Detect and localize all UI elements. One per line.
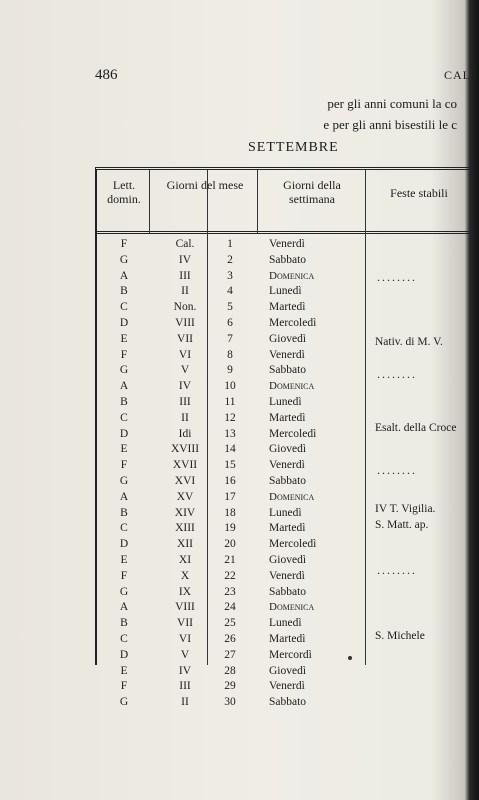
- day-number: 27: [224, 648, 236, 661]
- day-number: 8: [227, 348, 233, 361]
- roman-date: XIV: [174, 506, 196, 519]
- day-number: 23: [224, 585, 236, 598]
- calendar-table: [95, 167, 471, 709]
- roman-date: Idi: [178, 427, 192, 440]
- column-divider: [149, 170, 150, 233]
- feast-nativity: Nativ. di M. V.: [375, 336, 443, 348]
- table-row: [97, 679, 473, 695]
- roman-date: II: [181, 285, 189, 298]
- dominical-letter: G: [119, 474, 129, 487]
- dominical-letter: E: [120, 664, 128, 677]
- weekday: Mercoledì: [269, 538, 317, 551]
- dominical-letter: C: [120, 522, 128, 535]
- table-row: [97, 395, 473, 411]
- table-row: [97, 237, 473, 253]
- header-giorni-settimana: Giorni della settimana: [283, 178, 341, 206]
- roman-date: VIII: [175, 316, 195, 329]
- table-row: [97, 695, 473, 711]
- day-number: 24: [224, 601, 236, 614]
- weekday: Martedì: [269, 632, 306, 645]
- table-row: [97, 316, 473, 332]
- running-head: CALE: [444, 68, 479, 82]
- weekday: Venerdì: [269, 680, 305, 693]
- day-number: 11: [224, 395, 236, 408]
- roman-date: XVI: [174, 474, 196, 487]
- day-number: 17: [224, 490, 236, 503]
- dominical-letter: A: [119, 380, 129, 393]
- day-number: 14: [224, 443, 236, 456]
- feast-exaltation: Esalt. della Croce: [375, 422, 457, 434]
- roman-date: III: [179, 269, 191, 282]
- weekday: Venerdì: [269, 238, 305, 250]
- dots-leader: ........: [377, 270, 417, 284]
- header-letter: Lett. domin.: [107, 178, 141, 206]
- dominical-letter: B: [120, 506, 128, 519]
- day-number: 10: [224, 380, 236, 393]
- table-row: [97, 348, 473, 364]
- dominical-letter: F: [120, 680, 128, 693]
- roman-date: VII: [177, 332, 193, 345]
- table-row: [97, 442, 473, 458]
- weekday: Martedì: [269, 411, 306, 424]
- dominical-letter: G: [119, 696, 129, 709]
- day-number: 19: [224, 522, 236, 535]
- dots-leader: ........: [377, 563, 417, 577]
- weekday: Mercoledì: [269, 316, 317, 329]
- dots-leader: ........: [377, 367, 417, 381]
- roman-date: VII: [177, 617, 193, 630]
- weekday: Domenica: [269, 601, 315, 614]
- feast-vigilia: IV T. Vigilia.: [375, 503, 436, 515]
- feast-michele: S. Michele: [375, 630, 425, 642]
- day-number: 2: [227, 253, 233, 266]
- day-number: 9: [227, 364, 233, 377]
- weekday: Lunedì: [269, 395, 302, 408]
- weekday: Sabbato: [269, 474, 307, 487]
- roman-date: X: [180, 569, 190, 582]
- dominical-letter: A: [119, 490, 129, 503]
- day-number: 25: [224, 617, 236, 630]
- day-number: 4: [227, 285, 233, 298]
- dominical-letter: F: [120, 238, 128, 250]
- dominical-letter: C: [120, 301, 128, 314]
- day-number: 22: [224, 569, 236, 582]
- column-divider: [257, 170, 258, 233]
- day-number: 30: [224, 696, 236, 709]
- dominical-letter: F: [120, 569, 128, 582]
- roman-date: XI: [178, 553, 192, 566]
- dominical-letter: D: [119, 538, 129, 551]
- weekday: Sabbato: [269, 253, 307, 266]
- weekday: Giovedì: [269, 553, 307, 566]
- day-number: 6: [227, 316, 233, 329]
- header-feste: Feste stabili: [390, 186, 448, 200]
- dominical-letter: C: [120, 632, 128, 645]
- ink-blot: [348, 656, 352, 660]
- table-row: [97, 300, 473, 316]
- day-number: 12: [224, 411, 236, 424]
- dominical-letter: D: [119, 316, 129, 329]
- roman-date: III: [179, 680, 191, 693]
- subheading-line-1: per gli anni comuni la co: [327, 96, 457, 111]
- weekday: Venerdì: [269, 459, 305, 472]
- header-giorni-mese: Giorni del mese: [166, 178, 244, 192]
- roman-date: VIII: [175, 601, 195, 614]
- roman-date: IV: [178, 253, 192, 266]
- weekday: Sabbato: [269, 585, 307, 598]
- feast-matteo: S. Matt. ap.: [375, 519, 429, 531]
- roman-date: XVII: [172, 459, 198, 472]
- roman-date: XIII: [175, 522, 195, 535]
- dominical-letter: G: [119, 585, 129, 598]
- table-row: [97, 664, 473, 680]
- page-number: 486: [95, 67, 118, 83]
- subheading-line-2: e per gli anni bisestili le c: [323, 117, 457, 132]
- weekday: Martedì: [269, 522, 306, 535]
- day-number: 13: [224, 427, 236, 440]
- dominical-letter: A: [119, 269, 129, 282]
- table-row: [97, 253, 473, 269]
- day-number: 28: [224, 664, 236, 677]
- roman-date: VI: [178, 348, 192, 361]
- roman-date: II: [181, 411, 189, 424]
- dominical-letter: F: [120, 459, 128, 472]
- dominical-letter: G: [119, 364, 129, 377]
- weekday: Domenica: [269, 490, 315, 503]
- roman-date: III: [179, 395, 191, 408]
- weekday: Lunedì: [269, 285, 302, 298]
- dominical-letter: E: [120, 332, 128, 345]
- table-row: [97, 600, 473, 616]
- roman-date: XV: [176, 490, 194, 503]
- roman-date: II: [181, 696, 189, 709]
- dominical-letter: B: [120, 617, 128, 630]
- weekday: Sabbato: [269, 364, 307, 377]
- weekday: Mercoledì: [269, 427, 317, 440]
- dominical-letter: A: [119, 601, 129, 614]
- weekday: Venerdì: [269, 569, 305, 582]
- day-number: 16: [224, 474, 236, 487]
- day-number: 1: [227, 238, 233, 250]
- day-number: 20: [224, 538, 236, 551]
- weekday: Lunedì: [269, 617, 302, 630]
- roman-date: V: [180, 364, 190, 377]
- dominical-letter: B: [120, 285, 128, 298]
- dominical-letter: G: [119, 253, 129, 266]
- month-title: SETTEMBRE: [248, 140, 339, 155]
- dominical-letter: C: [120, 411, 128, 424]
- day-number: 3: [227, 269, 233, 282]
- table-row: [97, 537, 473, 553]
- weekday: Venerdì: [269, 348, 305, 361]
- weekday: Lunedì: [269, 506, 302, 519]
- weekday: Giovedì: [269, 664, 307, 677]
- roman-date: Non.: [173, 301, 197, 314]
- weekday: Martedì: [269, 301, 306, 314]
- day-number: 15: [224, 459, 236, 472]
- dominical-letter: B: [120, 395, 128, 408]
- table-row: [97, 284, 473, 300]
- weekday: Mercordì: [269, 648, 312, 661]
- roman-date: IX: [178, 585, 192, 598]
- table-row: [97, 648, 473, 664]
- day-number: 18: [224, 506, 236, 519]
- weekday: Giovedì: [269, 443, 307, 456]
- day-number: 5: [227, 301, 233, 314]
- weekday: Domenica: [269, 380, 315, 393]
- roman-date: IV: [178, 664, 192, 677]
- dominical-letter: D: [119, 648, 129, 661]
- roman-date: Cal.: [175, 238, 195, 250]
- day-number: 7: [227, 332, 233, 345]
- dominical-letter: D: [119, 427, 129, 440]
- roman-date: XII: [177, 538, 193, 551]
- weekday: Giovedì: [269, 332, 307, 345]
- weekday: Sabbato: [269, 696, 307, 709]
- dominical-letter: F: [120, 348, 128, 361]
- day-number: 26: [224, 632, 236, 645]
- day-number: 21: [224, 553, 236, 566]
- roman-date: VI: [178, 632, 192, 645]
- header-rule: [97, 231, 471, 234]
- dominical-letter: E: [120, 553, 128, 566]
- dominical-letter: E: [120, 443, 128, 456]
- roman-date: XVIII: [170, 443, 200, 456]
- weekday: Domenica: [269, 269, 315, 282]
- day-number: 29: [224, 680, 236, 693]
- dots-leader: ........: [377, 463, 417, 477]
- table-row: [97, 585, 473, 601]
- roman-date: IV: [178, 380, 192, 393]
- roman-date: V: [180, 648, 190, 661]
